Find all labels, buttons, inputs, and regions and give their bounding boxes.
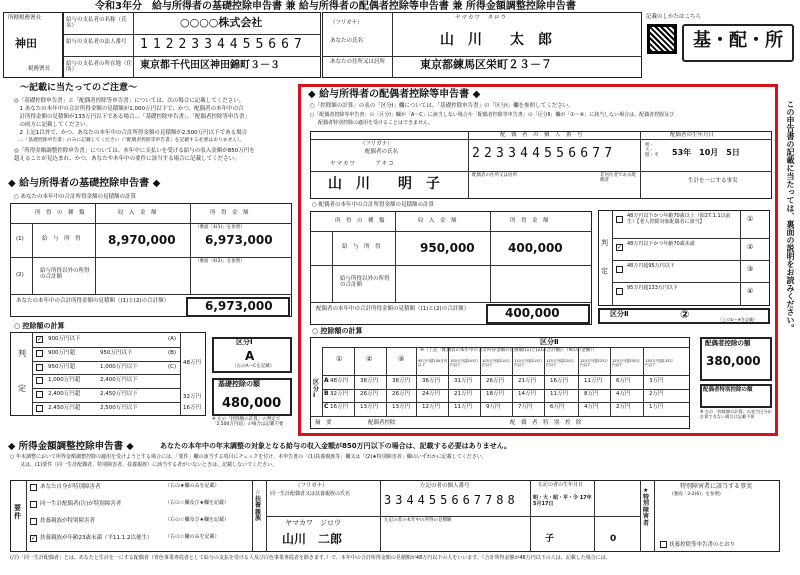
spouse-hantei-mark: ④ [747, 287, 754, 295]
ded-32: 32万円 [183, 394, 201, 400]
spouse-mynum-label: 配 偶 者 の 個 人 番 号 [500, 132, 583, 138]
spouse-hantei-mark: ③ [747, 265, 754, 273]
spouse-calc-kubun1: 区分Ⅰ [313, 379, 320, 400]
calc-cell: 38万円 [392, 378, 410, 384]
form-title: 令和3年分 給与所得者の基礎控除申告書 兼 給与所得者の配偶者控除等申告書 兼 所得金額調整控除申告書 [95, 1, 576, 12]
payer-addr-label: 給与の支払者の所在地（住所） [66, 61, 133, 74]
notes-line-8: 超えることが見込まれ、かつ、あなたや本年中の要件に該当する場合に記載してください。 [14, 156, 240, 162]
notes-line-5: 2 上記1以外で、かつ、あなたの本年中の合計所得金額の見積額が2,500万円以下である場合 [14, 130, 248, 136]
yoken-label: 要件 [14, 504, 21, 520]
adjust-note1: ○ 年末調整において所得金額調整控除の適用を受けようとする場合には、「要件」欄の該当する項目にチェックを付け、本申告書の「(1)扶養親族等」欄又は「(2)★特別障害者」欄のいずれかに記載してください。 [10, 454, 487, 460]
adjust-item-note: （右の☆欄及び★欄を記載） [165, 500, 229, 506]
applicant-name[interactable]: 山 川 太 郎 [440, 32, 552, 48]
basic-row-checkbox[interactable]: ✓ [37, 336, 43, 343]
adjust-income-label: 左記の者の本年中の所得の見積額 [384, 518, 452, 523]
adjust-title: ◆ 所得金額調整控除申告書 ◆ [8, 441, 134, 452]
basic-row-range-a: 2,450万円超 [48, 405, 81, 411]
hantei-label: 判 [18, 349, 26, 358]
calc-cell: 7万円 [518, 404, 533, 410]
spouse-hantei-mark: ① [747, 215, 754, 223]
basic-row-range-a: 900万円以下 [48, 336, 81, 342]
kubun1-value[interactable]: A [245, 349, 255, 363]
basic-row-checkbox[interactable] [36, 364, 43, 371]
basic-row-range-a: 950万円超 [48, 363, 75, 370]
basic-row-range-a: 2,400万円超 [48, 391, 81, 398]
basic-row-code: (C) [168, 363, 177, 370]
calc-sub-head: 120万円超125万円以下 [580, 359, 609, 367]
basic-calc-title: ○ 控除額の計算 [14, 322, 65, 330]
adjust-mynum[interactable]: 334455667788 [384, 493, 519, 507]
basic-row-code: (B) [168, 349, 177, 356]
spouse-name-label: 配偶者の氏名 [365, 149, 399, 155]
tax-office-suffix: 税務署長 [28, 66, 51, 72]
furigana-label: （フリガナ） [330, 20, 363, 26]
adjust-item-note: （右の☆欄のみを記載） [165, 534, 220, 540]
basic-row-line [32, 388, 180, 389]
calc-cell: 11万円 [454, 404, 472, 410]
basic-row-checkbox[interactable] [36, 405, 43, 412]
calc-cell: 36万円 [422, 378, 440, 384]
spouse-sub: ○ 配偶者の本年中の合計所得金額の見積額の計算 [312, 202, 435, 208]
calc-cell: 26万円 [360, 391, 378, 397]
basic-side-note: ※ 左の「控除額の計算」の判定で「2,500万円超」の場合は記載不要 [212, 417, 284, 427]
spouse-name[interactable]: 山 川 明 子 [328, 176, 440, 192]
right-vertical-note: この申告書の記載に当たっては、裏面の説明をお読みください。 [786, 100, 795, 332]
spouse-row1-amount[interactable]: 400,000 [508, 241, 563, 255]
basic-row-range-b: 1,000万円以下 [100, 363, 138, 370]
spouse-note1: ○「控除額の計算」の表の「区分Ⅰ」欄については、「基礎控除申告書」の「区分Ⅰ」欄を参照してください。 [310, 103, 574, 109]
calc-row-kubun: C [324, 403, 329, 410]
calc-foot-1: 配偶者控除 [368, 420, 396, 426]
basic-row-line [32, 361, 180, 362]
row1-amount[interactable]: 6,973,000 [205, 233, 273, 247]
spouse-ded[interactable]: 380,000 [706, 354, 761, 368]
notes-line-3: 計所得金額の見積額が133万円以下である場合…「基礎控除申告書」、「配偶者控除等申告書」 [14, 114, 251, 120]
calc-col-line [480, 347, 481, 416]
spouse-hantei-text: 48万円以下かつ年齢70歳未満 [627, 241, 695, 247]
calc-sub-head: 95万円超100万円以下 [418, 359, 448, 367]
kubun1-label: 区分Ⅰ [236, 338, 253, 346]
spouse-note2: ○「配偶者控除等申告書」の「区分Ⅰ」欄が「A～C」に該当しない場合や「配偶者控除等申告書」の「区分Ⅱ」欄が「①～④」に該当しない場合は、配偶者控除及び [310, 112, 675, 118]
calc-cell: 21万円 [454, 391, 472, 397]
calc-row-kubun: A [324, 377, 329, 384]
special-note: (裏面「3-2(6)」を参照) [672, 492, 721, 497]
spouse-total-label: 配偶者の本年中の合計所得金額の見積額（(1)と(2)の合計額） [316, 306, 470, 312]
applicant-addr[interactable]: 東京都練馬区栄町２３－７ [420, 58, 552, 71]
calc-cell: 26万円 [486, 378, 504, 384]
row2-note: （裏面「4(2)」を参照） [195, 259, 245, 264]
basic-row-range-b: 2,500万円以下 [100, 405, 138, 411]
spouse-nonres-label: 非居住者である配偶者 [600, 173, 636, 183]
spouse-hantei-text: 48万円超95万円以下 [627, 263, 675, 269]
calc-cell: 48万円 [330, 378, 348, 384]
spouse-hantei-text: 95万円超133万円以下 [627, 285, 678, 291]
qr-note: 記載のしかたはこちら [646, 14, 702, 20]
spouse-total[interactable]: 400,000 [505, 306, 560, 320]
adjust-item-checkbox[interactable] [30, 501, 37, 508]
spouse-hantei-mark: ② [747, 243, 754, 251]
adjust-furigana-label: （フリガナ） [295, 483, 328, 489]
spouse-title: ◆ 給与所得者の配偶者控除等申告書 ◆ [308, 89, 481, 100]
row1-no: (1) [16, 236, 24, 242]
kubun2-value[interactable]: ② [680, 308, 690, 321]
spouse-hantei-text: 48万円以下かつ年齢70歳以上（昭27.1.1以前生）【老人控除対象配偶者に該当】 [627, 213, 731, 225]
spouse-hantei-checkbox[interactable] [616, 266, 623, 273]
stamp-text: 基・配・所 [693, 30, 783, 51]
adjust-title-note: あなたの本年中の年末調整の対象となる給与の収入金額が850万円以下の場合は、記載する必要はありません。 [160, 442, 512, 450]
calc-cell: 31万円 [454, 378, 472, 384]
spouse-hantei-line [612, 238, 770, 239]
calc-col-line [544, 347, 545, 416]
spouse-row1-label: 給 与 所 得 [342, 244, 381, 250]
basic-row-line [32, 402, 180, 403]
basic-sub: ○ あなたの本年中の合計所得金額の見積額の計算 [14, 194, 137, 200]
applicant-furigana[interactable]: ヤマカワ タロウ [455, 15, 508, 21]
calc-sub-head: 115万円超120万円以下 [546, 359, 575, 367]
adjust-rel[interactable]: 子 [545, 534, 555, 544]
name-label: あなたの氏名 [330, 38, 364, 44]
spouse-hantei-checkbox[interactable] [616, 288, 623, 295]
basic-row-checkbox[interactable] [36, 377, 43, 384]
notes-line-1: ◎「基礎控除申告書」と「配偶者控除等申告書」については、次の場合に記載してください。 [14, 98, 245, 104]
adjust-item-checkbox[interactable]: ✓ [31, 535, 37, 542]
notes-line-6: …「基礎控除申告書」のみに記載してください（「配偶者控除等申告書」を記載する必要はありません）。 [14, 138, 245, 143]
basic-row-code: (A) [168, 336, 177, 342]
payer-name[interactable]: ○○○○株式会社 [180, 16, 263, 29]
calc-cell: 9万円 [486, 404, 501, 410]
calc-sub-head: 110万円超115万円以下 [514, 359, 543, 367]
basic-row-range-a: 900万円超 [48, 349, 75, 356]
adjust-income[interactable]: 0 [610, 534, 617, 544]
calc-foot-2: 配 偶 者 特 別 控 除 [510, 420, 582, 426]
spouse-hantei-checkbox[interactable]: ✓ [617, 244, 623, 251]
basic-ded[interactable]: 480,000 [222, 396, 282, 411]
basic-row-range-b: 2,450万円以下 [100, 391, 138, 398]
tei-label: 定 [18, 384, 26, 393]
calc-col-line [643, 347, 644, 416]
adjust-item-note: （右の★欄のみを記載） [165, 483, 220, 489]
spouse-hantei-side: 定 [601, 267, 608, 275]
adjust-item-label: あなた自身が特別障害者 [40, 484, 101, 490]
spouse-row1-income[interactable]: 950,000 [420, 241, 475, 255]
adjust-item-label: 扶養親族が特別障害者 [40, 518, 96, 524]
basic-row-range-b: 950万円以下 [100, 349, 133, 356]
notes-line-7: ◎「所得金額調整控除申告書」については、本年中に支払いを受ける給与の収入金額が850万円を [14, 148, 255, 154]
ded-48: 48万円 [183, 360, 201, 366]
kubun1-note: （左のA～Cを記載） [232, 364, 275, 369]
calc-cell: 12万円 [422, 404, 440, 410]
calc-col-line [448, 347, 449, 416]
corp-no[interactable]: 1122334455667 [140, 37, 307, 52]
calc-row-line [322, 402, 690, 403]
tax-office-label: 所轄税務署長 [8, 15, 42, 21]
spouse-hantei-checkbox[interactable] [616, 216, 623, 223]
spouse-addr-label: 配偶者の住所又は居所 [472, 173, 517, 178]
payer-name-label: 給与の支払者の名称（氏名） [66, 17, 127, 30]
spouse-col-type: 所 得 の 種 類 [335, 218, 385, 224]
adjust-birth-label: 左記の者の生年月日 [538, 482, 584, 488]
calc-col-line [386, 347, 387, 416]
spouse-era: 明・大・昭・平 [645, 143, 659, 158]
notes-line-2: 1 あなたの本年中の合計所得金額の見積額が1,000万円以下で、かつ、配偶者の本年中の合 [14, 106, 244, 112]
basic-row-checkbox[interactable] [36, 391, 43, 398]
applicant-addr-label: あなたの住所又は居所 [330, 59, 386, 65]
calc-sub-head: 125万円超130万円以下 [612, 359, 641, 367]
adjust-name[interactable]: 山川 二郎 [282, 532, 343, 546]
spouse-hantei-side: 判 [601, 239, 608, 247]
calc-col-line [354, 347, 355, 416]
adjust-rel-label: 同一生計配偶者又は扶養親族の氏名 [270, 491, 351, 497]
ded-16: 16万円 [183, 405, 201, 411]
calc-cell: 32万円 [330, 391, 348, 397]
footer-check-label: 扶養控除等申告書のとおり [669, 542, 736, 548]
calc-col-head: ① [336, 355, 343, 363]
calc-cell: 38万円 [360, 378, 378, 384]
spouse-birth[interactable]: 53年 10月 5日 [672, 148, 740, 157]
tax-office-name[interactable]: 神田 [15, 37, 37, 50]
spouse-special-label: 配偶者特別控除の額 [703, 387, 753, 393]
basic-row-range-a: 1,000万円超 [48, 377, 81, 384]
col-type: 所 得 の 種 類 [35, 210, 85, 216]
calc-cell: 13万円 [392, 404, 410, 410]
adjust-furigana[interactable]: ヤマカワ ジロウ [285, 519, 341, 527]
spouse-col-amount: 所 得 金 額 [510, 218, 549, 224]
spouse-hantei-line [612, 260, 770, 261]
spouse-addr-value: 生計を一にする事実 [688, 178, 738, 184]
calc-cell: 6万円 [616, 378, 631, 384]
calc-cell: 2万円 [649, 391, 664, 397]
adjust-mynum-label: 左記の者の個人番号 [420, 483, 470, 489]
notes-line-4: の両方に記載してください。 [14, 122, 92, 128]
spouse-furigana-label: （フリガナ） [360, 141, 393, 147]
calc-col-line [610, 347, 611, 416]
basic-row-range-b: 2,400万円以下 [100, 377, 138, 384]
calc-cell: 16万円 [330, 404, 348, 410]
calc-row-line [322, 389, 690, 390]
spouse-calc-title: ○ 控除額の計算 [312, 327, 363, 335]
adjust-item-label: 同一生計配偶者(注)が特別障害者 [40, 501, 122, 507]
spouse-mynum[interactable]: 223344556677 [472, 146, 617, 161]
calc-col-head: ② [366, 355, 373, 363]
spouse-hantei-line [612, 282, 770, 283]
calc-col-head-4: ④（上記「配偶者の本年中の合計所得金額の見積額((1)と(2)の合計額)」（※印の金額）） [420, 348, 598, 353]
calc-cell: 4万円 [584, 404, 599, 410]
star-label: ☆扶養親族 [255, 489, 262, 523]
spouse-furigana[interactable]: ヤマカワ アキコ [330, 161, 395, 167]
calc-cell: 3万円 [649, 378, 664, 384]
payer-addr[interactable]: 東京都千代田区神田錦町３－３ [140, 60, 280, 71]
row1-income[interactable]: 8,970,000 [108, 233, 176, 247]
calc-row-kubun: B [324, 390, 329, 397]
row1-note: （裏面「4(1)」を参照） [195, 225, 245, 230]
calc-cell: 16万円 [550, 378, 568, 384]
footer-checkbox[interactable] [660, 541, 667, 548]
spouse-side-note: ※ 左の「控除額の計算」の表で区分が計算できない場合は記載不要 [700, 409, 772, 419]
calc-cell: 6万円 [550, 404, 565, 410]
calc-cell: 21万円 [518, 378, 536, 384]
footer-check[interactable] [660, 541, 735, 548]
spouse-note3: 配偶者特別控除の適用を受けることはできません。 [318, 120, 434, 126]
calc-col-line [578, 347, 579, 416]
adjust-item-label: 扶養親族が年齢23歳未満（平11.1.2以後生） [40, 535, 153, 541]
calc-cell: 1万円 [649, 404, 664, 410]
spouse-calc-kubun: 区分Ⅱ [540, 338, 559, 346]
calc-col-line [512, 347, 513, 416]
spouse-birth-label: 配偶者の生年月日 [670, 132, 715, 138]
basic-title: ◆ 給与所得者の基礎控除申告書 ◆ [8, 178, 161, 189]
calc-foot-0: 摘 要 [315, 420, 332, 426]
calc-cell: 8万円 [584, 391, 599, 397]
notes-title: ～記載に当たってのご注意～ [20, 83, 138, 93]
basic-ded-label: 基礎控除の額 [218, 380, 260, 388]
spouse-ded-label: 配偶者控除の額 [705, 339, 751, 347]
adjust-item-checkbox[interactable] [30, 484, 37, 491]
col-income: 収 入 金 額 [118, 210, 157, 216]
kubun2-note: （上の①～④を記載） [718, 317, 758, 322]
calc-cell: 26万円 [392, 391, 410, 397]
calc-sub-head: 100万円超105万円以下 [450, 359, 479, 367]
basic-row-checkbox[interactable] [36, 350, 43, 357]
calc-cell: 13万円 [360, 404, 378, 410]
calc-col-line [416, 347, 417, 416]
basic-row-line [32, 374, 180, 375]
qr-code-icon[interactable] [647, 24, 677, 54]
calc-sub-head: 105万円超110万円以下 [482, 359, 511, 367]
special-label: ★特別障害者 [643, 487, 650, 527]
adjust-item-note: （右の☆欄及び★欄を記載） [165, 517, 229, 523]
spouse-row2-label: 給与所得以外の所得の合計額 [340, 276, 390, 289]
adjust-footnote: (注)「同一生計配偶者」とは、あなたと生計を一にする配偶者（青色事業専従者として給与の支払を受ける人及び白色事業専従者を除きます。）で、本年中の合計所得金額の見積額が48万円以下の人をいいます。（合計所得金額が48万円以下の人は、記載した場合には、 [10, 555, 611, 561]
calc-sub-head: 130万円超133万円以下 [645, 359, 674, 367]
calc-cell: 24万円 [422, 391, 440, 397]
calc-cell: 2万円 [616, 404, 631, 410]
special-item: 特別障害者に該当する事実 [680, 483, 753, 490]
spouse-col-income: 収 入 金 額 [418, 218, 457, 224]
calc-cell: 11万円 [550, 391, 568, 397]
kubun2-label: 区分Ⅱ [610, 310, 629, 318]
row2-no: (2) [16, 272, 24, 278]
basic-total[interactable]: 6,973,000 [205, 299, 273, 313]
col-amount: 所 得 金 額 [210, 210, 249, 216]
corp-no-label: 給与の支払者の法人番号 [66, 39, 127, 45]
calc-cell: 4万円 [616, 391, 631, 397]
calc-cell: 18万円 [486, 391, 504, 397]
row1-label: 給 与 所 得 [42, 236, 81, 242]
calc-cell: 14万円 [518, 391, 536, 397]
basic-total-label: あなたの本年中の合計所得金額の見積額（(1)と(2)の合計額） [16, 298, 170, 304]
row2-label: 給与所得以外の所得の合計額 [40, 268, 90, 281]
adjust-note2: 又は、(1)要件（同一生計配偶者、特別障害者、扶養親族）に該当する者がいないときは、記載しないでください。 [20, 462, 278, 468]
adjust-item-checkbox[interactable] [30, 518, 37, 525]
calc-col-head: ③ [398, 355, 405, 363]
adjust-birth[interactable]: 明・大・昭・平・令 17年5月17日 [533, 495, 592, 507]
calc-cell: 11万円 [584, 378, 602, 384]
basic-row-line [32, 347, 180, 348]
